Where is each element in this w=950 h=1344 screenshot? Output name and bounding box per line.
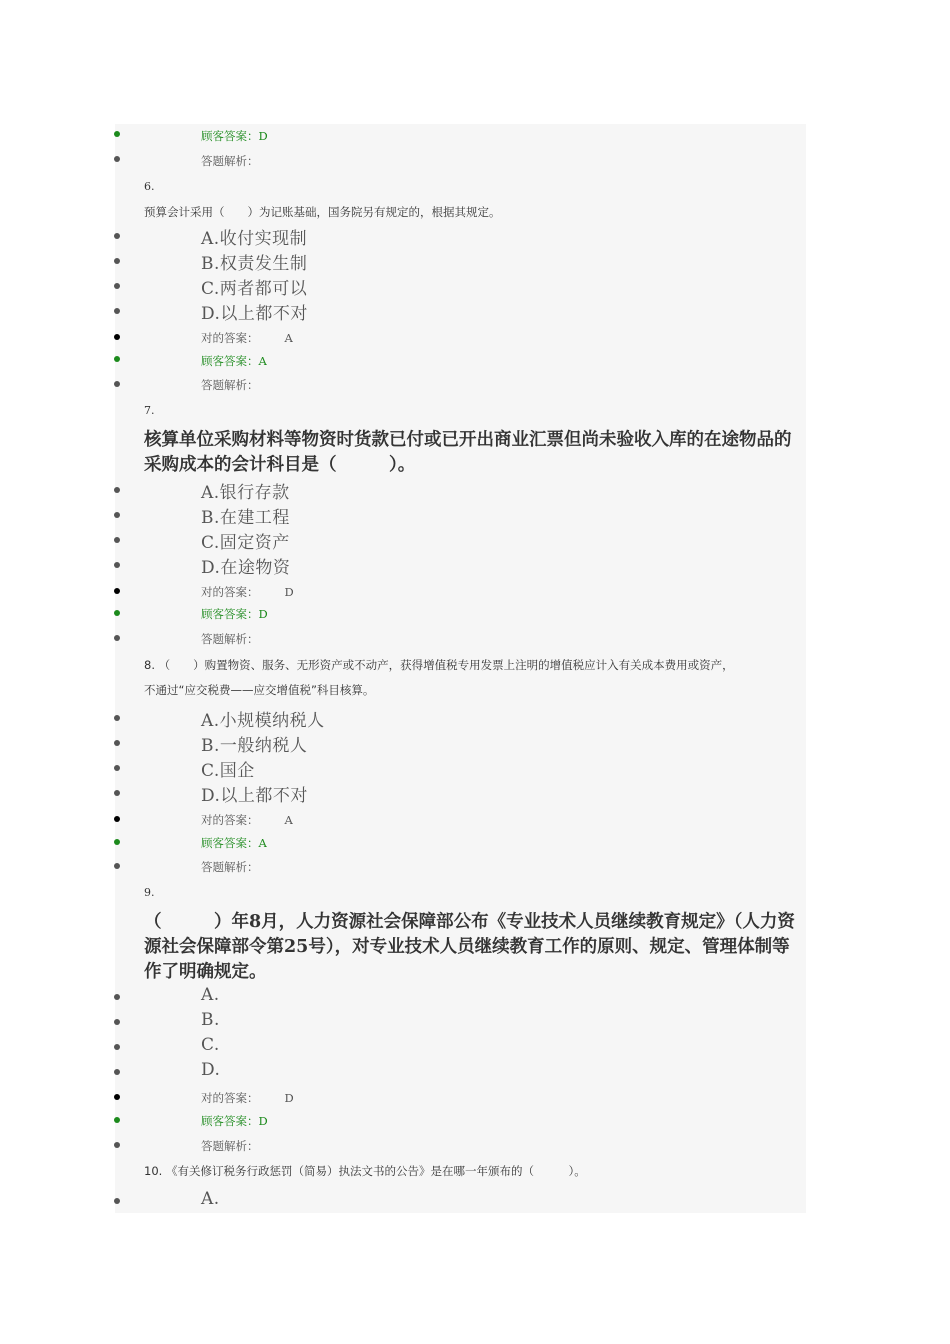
bullet-dot [114,610,120,616]
bullet-dot [114,715,120,721]
bullet-dot [114,1198,120,1204]
bullet-dot [114,1117,120,1123]
question-text: 10. 《有关修订税务行政惩罚（简易）执法文书的公告》是在哪一年颁布的（ ）。 [144,1164,586,1178]
question-number: 7. [144,404,155,417]
bullet-dot [114,283,120,289]
customer-answer: 顾客答案：D [201,129,268,143]
correct-answer-value: D [284,585,294,599]
option-d[interactable]: D.以上都不对 [201,304,308,324]
bullet-dot [114,381,120,387]
bullet-dot [114,512,120,518]
correct-answer [201,584,294,600]
option-a[interactable]: A. [201,1189,220,1209]
correct-answer-value: A [284,331,293,345]
bullet-dot [114,740,120,746]
correct-answer-label: 对的答案： [201,813,259,827]
bullet-dot [114,994,120,1000]
option-a[interactable]: A.银行存款 [201,483,290,503]
option-d[interactable]: D.在途物资 [201,558,291,578]
option-c[interactable]: C. [201,1035,220,1055]
option-c[interactable]: C.国企 [201,761,255,781]
answer-analysis: 答题解析： [201,632,259,646]
question-text-line2: 不通过“应交税费——应交增值税”科目核算。 [144,683,375,697]
bullet-dot [114,233,120,239]
correct-answer [201,1090,294,1106]
question-number: 9. [144,886,155,899]
bullet-dot [114,765,120,771]
correct-answer [201,812,293,828]
bullet-dot [114,537,120,543]
option-a[interactable]: A. [201,985,220,1005]
question-text: 核算单位采购材料等物资时货款已付或已开出商业汇票但尚未验收入库的在途物品的采购成本的会计科目是（ ）。 [144,430,792,475]
bullet-dot [114,1142,120,1148]
bullet-dot [114,562,120,568]
option-c[interactable]: C.两者都可以 [201,279,308,299]
option-a[interactable]: A.收付实现制 [201,229,308,249]
bullet-dot [114,588,120,594]
answer-analysis: 答题解析： [201,378,259,392]
option-d[interactable]: D. [201,1060,221,1080]
option-b[interactable]: B. [201,1010,220,1030]
correct-answer-label: 对的答案： [201,585,259,599]
bullet-dot [114,1069,120,1075]
bullet-dot [114,334,120,340]
option-b[interactable]: B.一般纳税人 [201,736,308,756]
option-a[interactable]: A.小规模纳税人 [201,711,325,731]
bullet-dot [114,356,120,362]
bullet-dot [114,258,120,264]
option-b[interactable]: B.在建工程 [201,508,290,528]
bullet-dot [114,816,120,822]
bullet-dot [114,487,120,493]
option-b[interactable]: B.权责发生制 [201,254,308,274]
customer-answer: 顾客答案：D [201,1114,268,1128]
bullet-dot [114,1094,120,1100]
bullet-dot [114,1019,120,1025]
answer-analysis: 答题解析： [201,1139,259,1153]
bullet-dot [114,863,120,869]
answer-analysis: 答题解析： [201,860,259,874]
bullet-dot [114,156,120,162]
correct-answer-value: D [284,1091,294,1105]
bullet-dot [114,131,120,137]
question-number: 6. [144,180,155,193]
customer-answer: 顾客答案：A [201,836,267,850]
answer-analysis: 答题解析： [201,154,259,168]
bullet-dot [114,635,120,641]
correct-answer [201,330,293,346]
option-d[interactable]: D.以上都不对 [201,786,308,806]
customer-answer: 顾客答案：D [201,607,268,621]
correct-answer-label: 对的答案： [201,331,259,345]
bullet-dot [114,790,120,796]
question-text-line1: 8. （ ）购置物资、服务、无形资产或不动产，获得增值税专用发票上注明的增值税应计入有关成本费用或资产， [144,658,734,672]
option-c[interactable]: C.固定资产 [201,533,290,553]
correct-answer-label: 对的答案： [201,1091,259,1105]
bullet-dot [114,308,120,314]
question-text: （ ）年8月，人力资源社会保障部公布《专业技术人员继续教育规定》（人力资源社会保障部令第25号），对专业技术人员继续教育工作的原则、规定、管理体制等作了明确规定。 [144,912,795,982]
bullet-dot [114,1044,120,1050]
correct-answer-value: A [284,813,293,827]
customer-answer: 顾客答案：A [201,354,267,368]
bullet-dot [114,839,120,845]
question-text: 预算会计采用（ ）为记账基础，国务院另有规定的，根据其规定。 [144,205,501,219]
